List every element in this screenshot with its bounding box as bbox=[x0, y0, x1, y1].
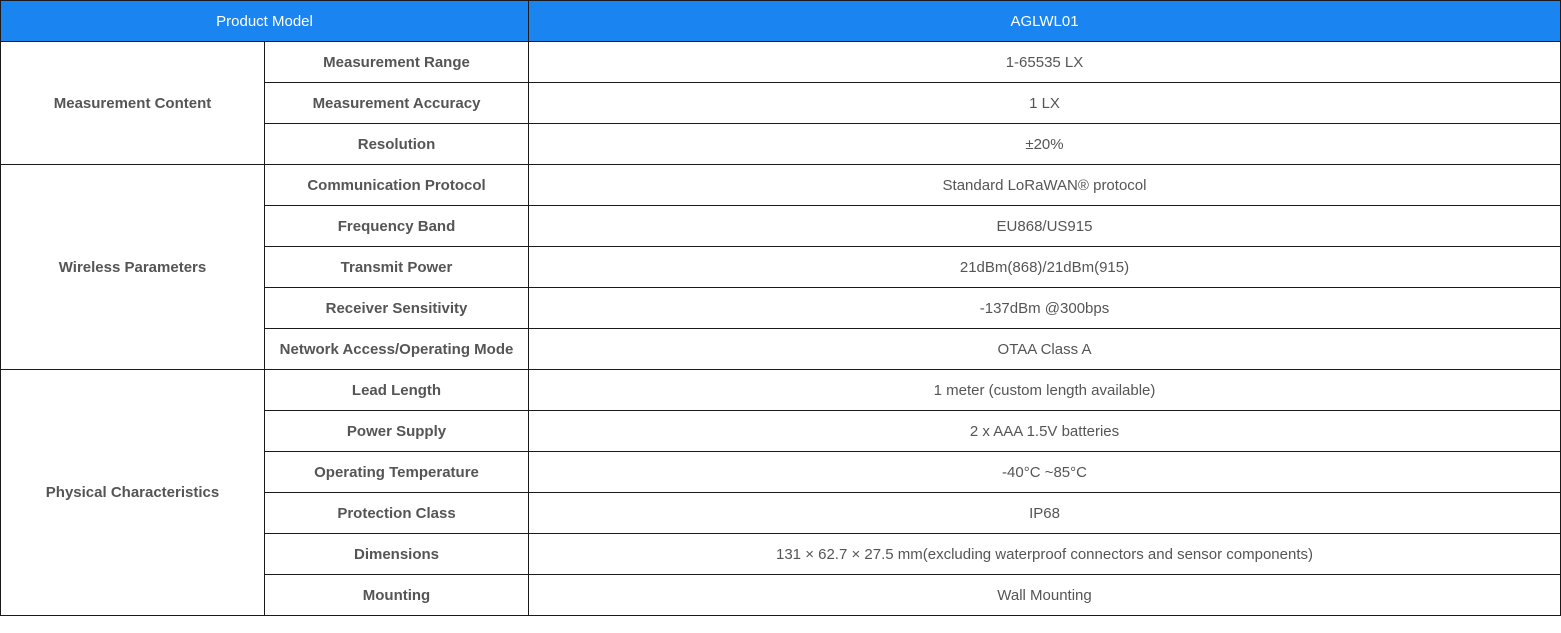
param-value: EU868/US915 bbox=[529, 206, 1561, 247]
param-label: Receiver Sensitivity bbox=[265, 288, 529, 329]
group-label-wireless: Wireless Parameters bbox=[1, 165, 265, 370]
param-label: Resolution bbox=[265, 124, 529, 165]
param-label: Network Access/Operating Mode bbox=[265, 329, 529, 370]
header-label: Product Model bbox=[1, 1, 529, 42]
param-label: Power Supply bbox=[265, 411, 529, 452]
param-value: 1-65535 LX bbox=[529, 42, 1561, 83]
param-label: Protection Class bbox=[265, 493, 529, 534]
param-value: ±20% bbox=[529, 124, 1561, 165]
param-value: 2 x AAA 1.5V batteries bbox=[529, 411, 1561, 452]
param-value: 1 LX bbox=[529, 83, 1561, 124]
param-value: OTAA Class A bbox=[529, 329, 1561, 370]
group-label-measurement: Measurement Content bbox=[1, 42, 265, 165]
param-label: Dimensions bbox=[265, 534, 529, 575]
header-value: AGLWL01 bbox=[529, 1, 1561, 42]
table-row bbox=[1, 165, 1561, 206]
param-label: Measurement Accuracy bbox=[265, 83, 529, 124]
param-value: 1 meter (custom length available) bbox=[529, 370, 1561, 411]
table-header-row bbox=[1, 1, 1561, 42]
param-value: 131 × 62.7 × 27.5 mm(excluding waterproof connectors and sensor components) bbox=[529, 534, 1561, 575]
group-label-physical: Physical Characteristics bbox=[1, 370, 265, 616]
table-row bbox=[1, 370, 1561, 411]
param-value: -137dBm @300bps bbox=[529, 288, 1561, 329]
param-value: 21dBm(868)/21dBm(915) bbox=[529, 247, 1561, 288]
param-value: -40°C ~85°C bbox=[529, 452, 1561, 493]
param-label: Measurement Range bbox=[265, 42, 529, 83]
table-row bbox=[1, 42, 1561, 83]
param-label: Lead Length bbox=[265, 370, 529, 411]
param-label: Mounting bbox=[265, 575, 529, 616]
param-label: Frequency Band bbox=[265, 206, 529, 247]
param-value: Standard LoRaWAN® protocol bbox=[529, 165, 1561, 206]
param-value: Wall Mounting bbox=[529, 575, 1561, 616]
param-value: IP68 bbox=[529, 493, 1561, 534]
param-label: Communication Protocol bbox=[265, 165, 529, 206]
param-label: Transmit Power bbox=[265, 247, 529, 288]
param-label: Operating Temperature bbox=[265, 452, 529, 493]
